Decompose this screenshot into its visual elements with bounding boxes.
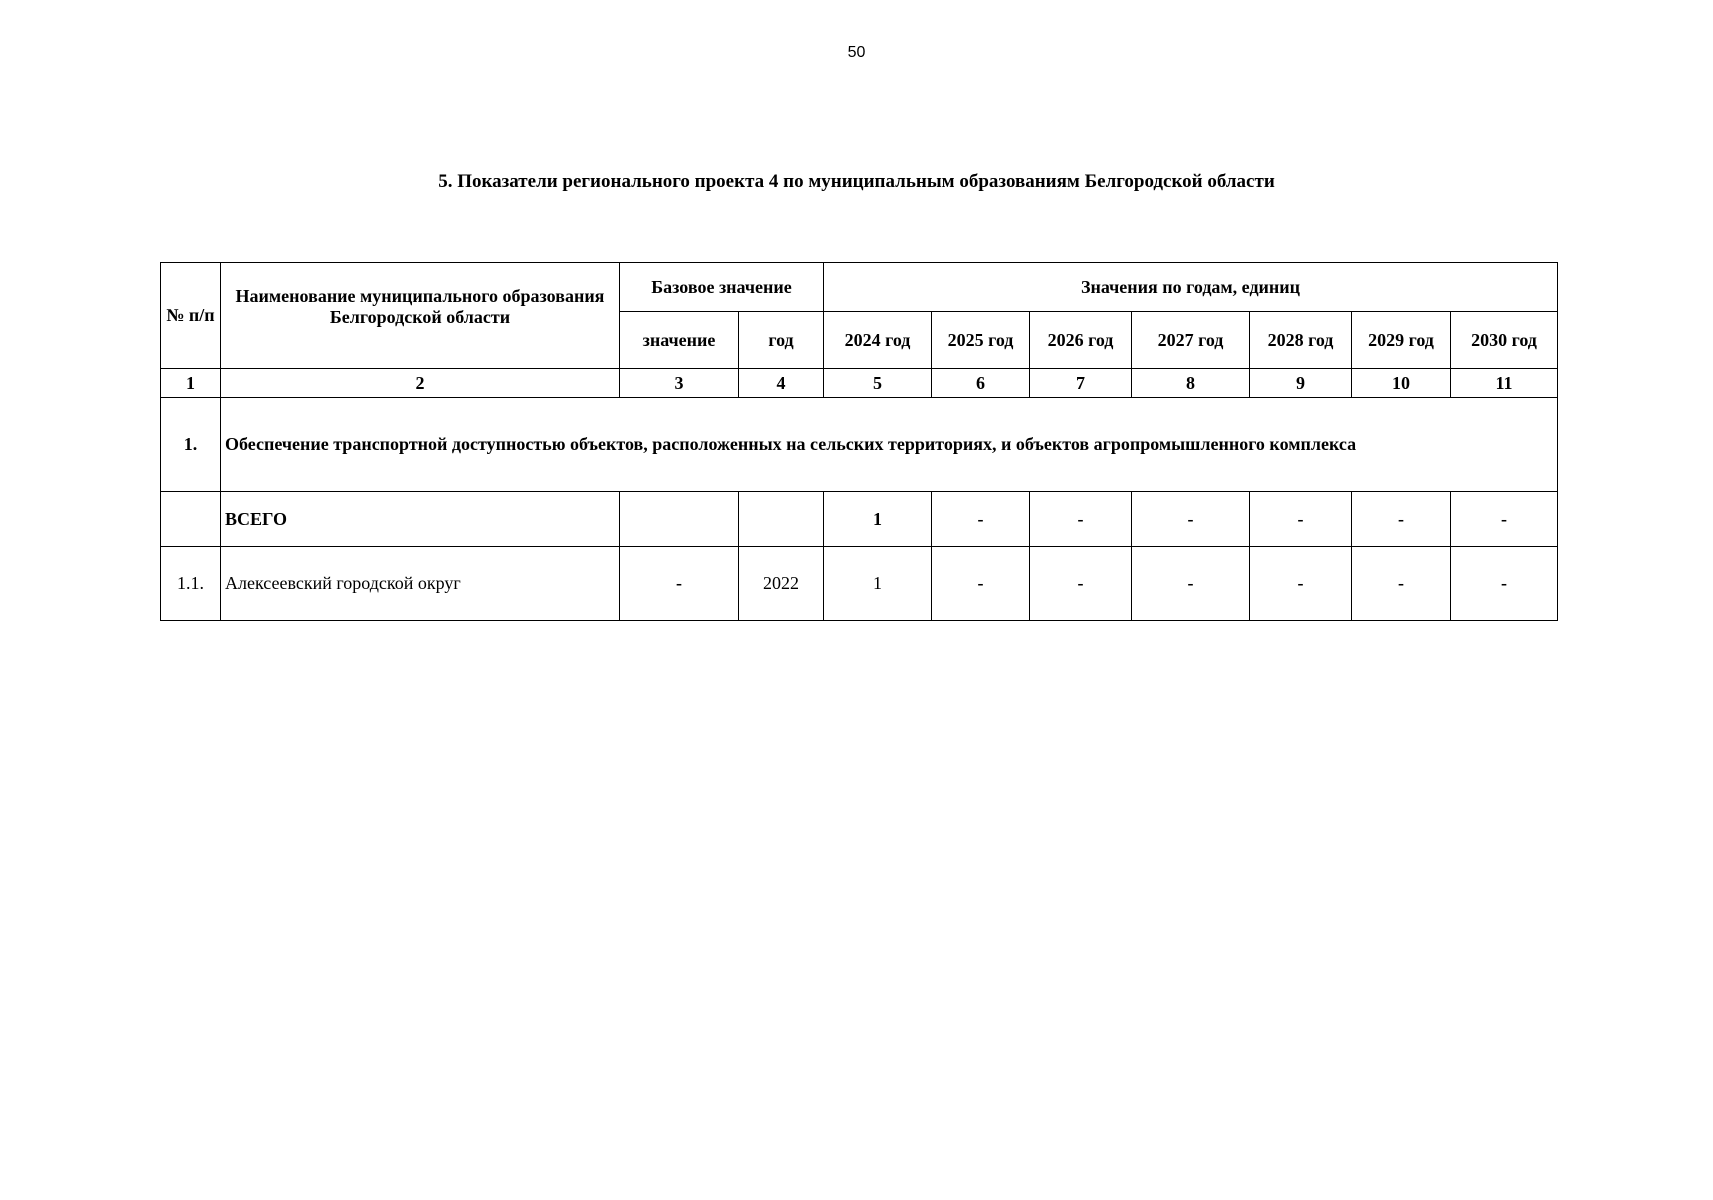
column-number: 8	[1132, 369, 1250, 398]
indicators-table	[160, 262, 1558, 621]
row-value: -	[1250, 547, 1352, 621]
header-base-value-group: Базовое значение	[620, 263, 824, 312]
row-value: 1	[824, 547, 932, 621]
section-title: Обеспечение транспортной доступностью объектов, расположенных на сельских территориях, и объектов агропромышленного комплекса	[221, 398, 1558, 492]
page-number: 50	[847, 44, 866, 61]
total-value: -	[1250, 492, 1352, 547]
row-base-value: -	[620, 547, 739, 621]
row-value: -	[1030, 547, 1132, 621]
header-base-value: значение	[620, 312, 739, 369]
total-value: -	[932, 492, 1030, 547]
document-title: 5. Показатели регионального проекта 4 по муниципальным образованиям Белгородской области	[438, 171, 1275, 192]
row-name: Алексеевский городской округ	[221, 547, 620, 621]
row-base-year: 2022	[739, 547, 824, 621]
total-base-year	[739, 492, 824, 547]
header-num: № п/п	[161, 263, 221, 369]
column-number: 6	[932, 369, 1030, 398]
header-year: 2025 год	[932, 312, 1030, 369]
total-value: 1	[824, 492, 932, 547]
column-number: 2	[221, 369, 620, 398]
total-row	[161, 492, 1558, 547]
header-year: 2029 год	[1352, 312, 1451, 369]
header-name: Наименование муниципального образования Белгородской области	[221, 263, 620, 369]
row-value: -	[1451, 547, 1558, 621]
total-value: -	[1030, 492, 1132, 547]
total-value: -	[1352, 492, 1451, 547]
total-value: -	[1132, 492, 1250, 547]
column-number: 11	[1451, 369, 1558, 398]
column-number: 4	[739, 369, 824, 398]
header-year: 2024 год	[824, 312, 932, 369]
header-year: 2027 год	[1132, 312, 1250, 369]
header-base-year: год	[739, 312, 824, 369]
row-value: -	[932, 547, 1030, 621]
column-number: 10	[1352, 369, 1451, 398]
column-numbers-row	[161, 369, 1558, 398]
total-name: ВСЕГО	[221, 492, 620, 547]
row-value: -	[1352, 547, 1451, 621]
column-number: 1	[161, 369, 221, 398]
header-row-1	[161, 263, 1558, 312]
header-years-group: Значения по годам, единиц	[824, 263, 1558, 312]
column-number: 9	[1250, 369, 1352, 398]
row-value: -	[1132, 547, 1250, 621]
header-year: 2030 год	[1451, 312, 1558, 369]
section-row	[161, 398, 1558, 492]
column-number: 5	[824, 369, 932, 398]
total-value: -	[1451, 492, 1558, 547]
column-number: 3	[620, 369, 739, 398]
total-num	[161, 492, 221, 547]
column-number: 7	[1030, 369, 1132, 398]
header-year: 2026 год	[1030, 312, 1132, 369]
row-num: 1.1.	[161, 547, 221, 621]
total-base-value	[620, 492, 739, 547]
table-row	[161, 547, 1558, 621]
header-year: 2028 год	[1250, 312, 1352, 369]
section-num: 1.	[161, 398, 221, 492]
